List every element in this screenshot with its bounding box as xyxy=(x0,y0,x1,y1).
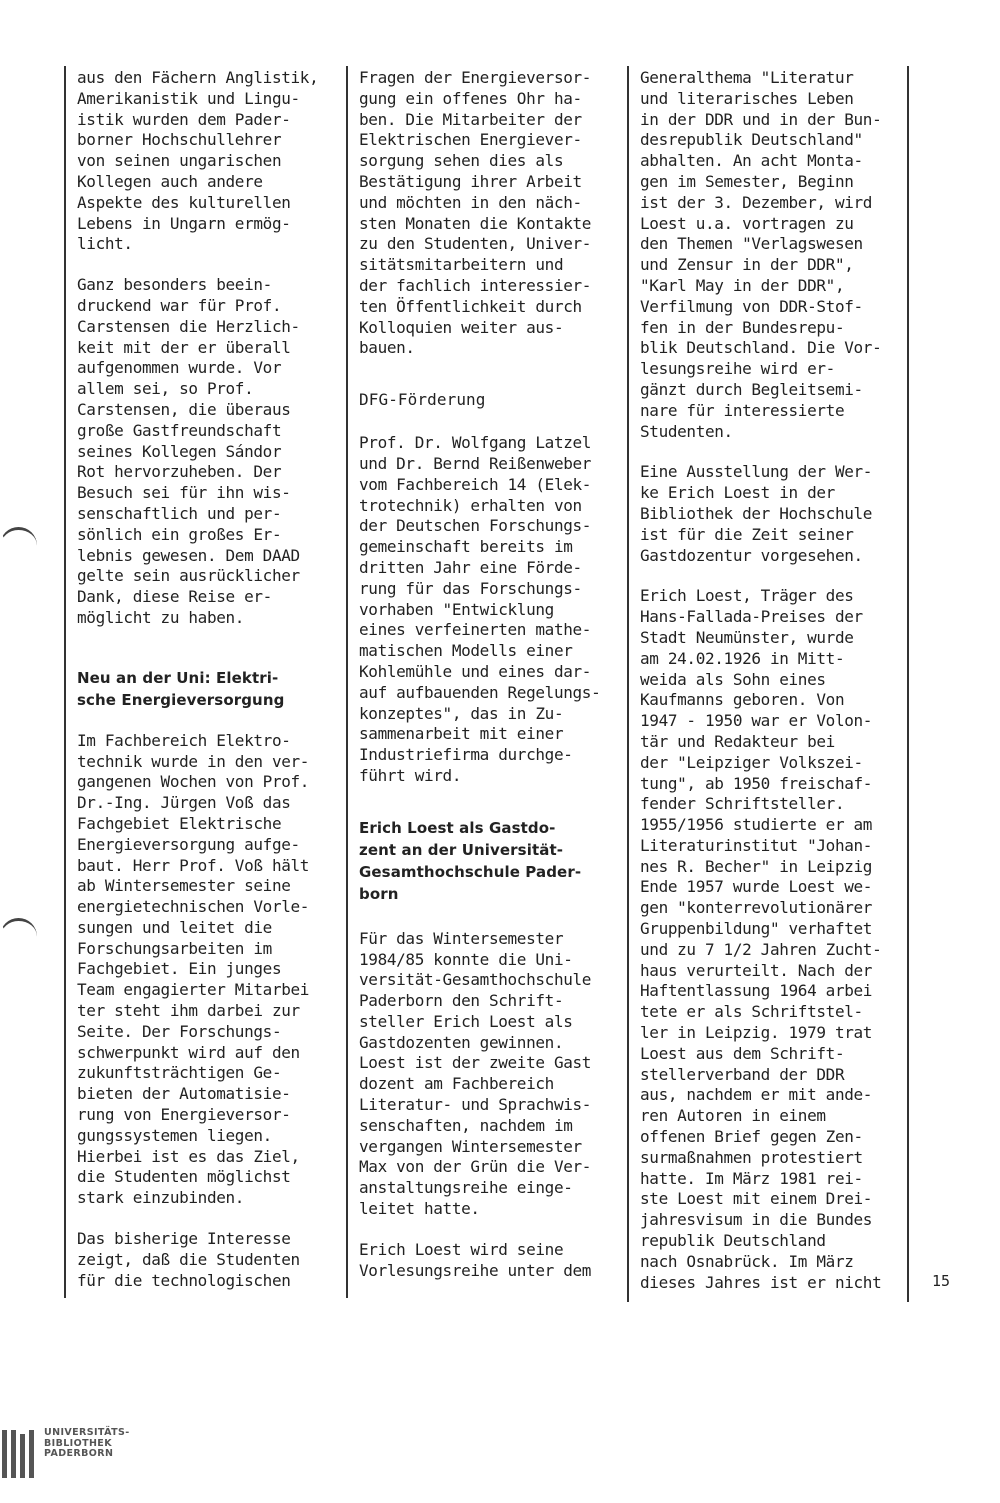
article-column-3 xyxy=(627,66,909,1302)
col3-paragraph-2: Eine Ausstellung der Wer- ke Erich Loest in der Bibliothek der Hochschule ist für die Zeit seiner Gastdozentur vorgesehen. xyxy=(640,462,873,565)
col2-paragraph-loest-2: Erich Loest wird seine Vorlesungsreihe unter dem xyxy=(359,1239,592,1280)
library-logo-text: UNIVERSITÄTS- BIBLIOTHEK PADERBORN xyxy=(44,1427,130,1459)
col3-paragraph-3: Erich Loest, Träger des Hans-Fallada-Preises der Stadt Neumünster, wurde am 24.02.1926 in Mitt- weida als Sohn eines Kaufmanns geboren. Von 1947 - 1950 war er Volon- tär und Redakteur bei der "Leipziger Volkszei- tung", ab 1950 freischaf- fender Schriftsteller. 1955/1956 studierte er am Literaturinstitut "Johan- nes R. Becher" in Leipzig Ende 1957 wurde Loest we- gen "konterrevolutionärer Gruppenbildung" verhaftet und zu 7 1/2 Jahren Zucht- haus verurteilt. Nach der Haftentlassung 1964 arbei tete er als Schriftstel- ler in Leipzig. 1979 trat Loest aus dem Schrift- stellerverband der DDR aus, nachdem er mit ande- ren Autoren in einem offenen Brief gegen Zen- surmaßnahmen protestiert hatte. Im März 1981 rei- ste Loest mit einem Drei- jahresvisum in die Bundes republik Deutschland nach Osnabrück. Im März dieses Jahres ist er nicht xyxy=(640,586,882,1292)
library-logo-icon xyxy=(2,1430,34,1478)
article-column-2 xyxy=(346,66,628,1298)
section-heading-erich-loest: Erich Loest als Gastdo- zent an der Universität- Gesamthochschule Pader- born xyxy=(359,818,582,903)
punch-hole-mark-top xyxy=(0,527,37,550)
section-heading-dfg: DFG-Förderung xyxy=(359,390,486,410)
page-number: 15 xyxy=(932,1272,951,1290)
col1-paragraph-3: Im Fachbereich Elektro- technik wurde in den ver- gangenen Wochen von Prof. Dr.-Ing. Jürgen Voß das Fachgebiet Elektrische Energieversorgung aufge- baut. Herr Prof. Voß hält ab Wintersemester seine energietechnischen Vorle- sungen und leitet die Forschungsarbeiten im Fachgebiet. Ein junges Team engagierter Mitarbei ter steht ihm darbei zur Seite. Der Forschungs- schwerpunkt wird auf den zukunftsträchtigen Ge- bieten der Automatisie- rung von Energieversor- gungssystemen liegen. Hierbei ist es das Ziel, die Studenten möglichst stark einzubinden. xyxy=(77,730,310,1208)
col1-paragraph-4: Das bisherige Interesse zeigt, daß die Studenten für die technologischen xyxy=(77,1229,300,1290)
article-column-1 xyxy=(64,66,344,1298)
col1-paragraph-1: aus den Fächern Anglistik, Amerikanistik und Lingu- istik wurden dem Pader- borner Hochschullehrer von seinen ungarischen Kollegen auch andere Aspekte des kulturellen Lebens in Ungarn ermög- licht. xyxy=(77,68,319,254)
col2-paragraph-1: Fragen der Energieversor- gung ein offenes Ohr ha- ben. Die Mitarbeiter der Elektrischen Energiever- sorgung sehen dies als Bestätigung ihrer Arbeit und möchten in den näch- sten Monaten die Kontakte zu den Studenten, Univer- sitätsmitarbeitern und der fachlich interessier- ten Öffentlichkeit durch Kolloquien weiter aus- bauen. xyxy=(359,68,592,358)
col1-paragraph-2: Ganz besonders beein- druckend war für Prof. Carstensen die Herzlich- keit mit der er überall aufgenommen wurde. Vor allem sei, so Prof. Carstensen, die überaus große Gastfreundschaft seines Kollegen Sándor Rot hervorzuheben. Der Besuch sei für ihn wis- senschaftlich und per- sönlich ein großes Er- lebnis gewesen. Dem DAAD gelte sein ausrücklicher Dank, diese Reise er- möglicht zu haben. xyxy=(77,275,300,627)
punch-hole-mark-bottom xyxy=(0,918,37,941)
col3-paragraph-1: Generalthema "Literatur und literarisches Leben in der DDR und in der Bun- desrepublik Deutschland" abhalten. An acht Monta- gen im Semester, Beginn ist der 3. Dezember, wird Loest u.a. vortragen zu den Themen "Verlagswesen und Zensur in der DDR", "Karl May in der DDR", Verfilmung von DDR-Stof- fen in der Bundesrepu- blik Deutschland. Die Vor- lesungsreihe wird er- gänzt durch Begleitsemi- nare für interessierte Studenten. xyxy=(640,68,882,441)
col2-dfg-paragraph: Prof. Dr. Wolfgang Latzel und Dr. Bernd Reißenweber vom Fachbereich 14 (Elek- trotechnik) erhalten von der Deutschen Forschungs- gemeinschaft bereits im dritten Jahr eine Förde- rung für das Forschungs- vorhaben "Entwicklung eines verfeinerten mathe- matischen Modells einer Kohlemühle und eines dar- auf aufbauenden Regelungs- konzeptes", das in Zu- sammenarbeit mit einer Industriefirma durchge- führt wird. xyxy=(359,433,601,785)
section-heading-energieversorgung: Neu an der Uni: Elektri- sche Energieversorgung xyxy=(77,668,285,709)
library-logo xyxy=(0,1428,160,1488)
col2-paragraph-loest-1: Für das Wintersemester 1984/85 konnte die Uni- versität-Gesamthochschule Paderborn den Schrift- steller Erich Loest als Gastdozenten gewinnen. Loest ist der zweite Gast dozent am Fachbereich Literatur- und Sprachwis- senschaften, nachdem im vergangen Wintersemester Max von der Grün die Ver- anstaltungsreihe einge- leitet hatte. xyxy=(359,928,592,1219)
